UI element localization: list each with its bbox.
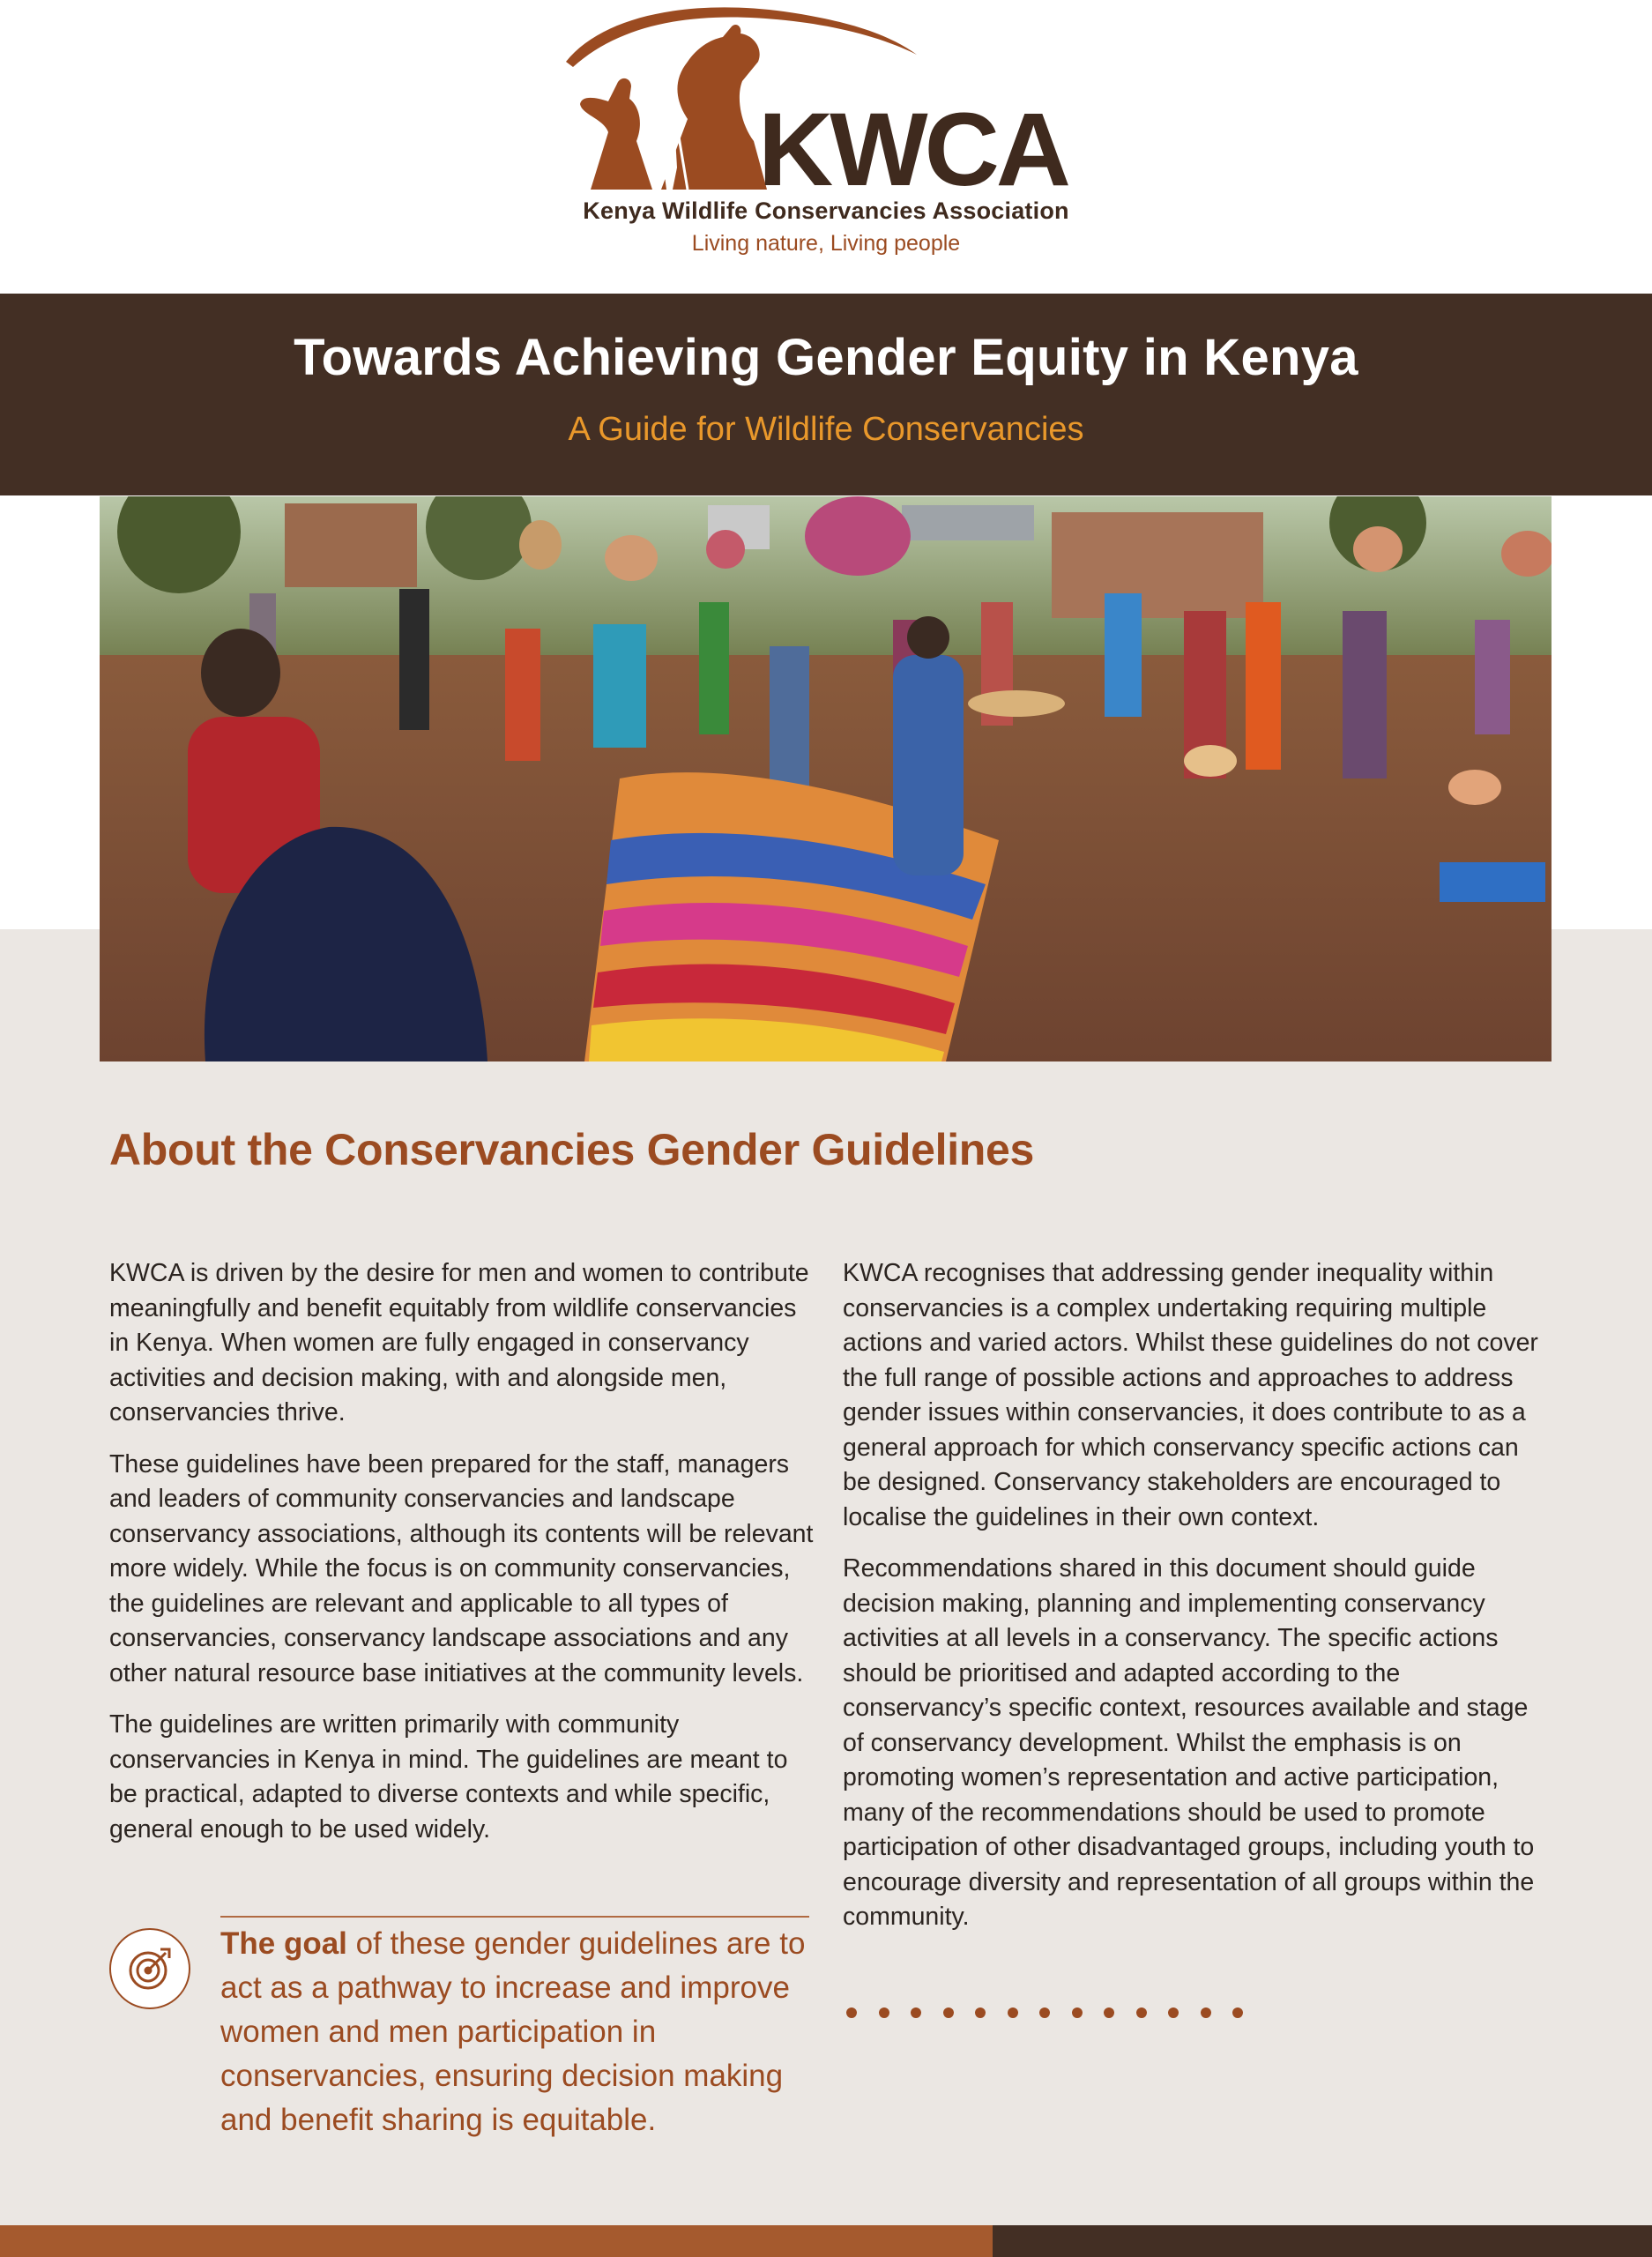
target-icon <box>109 1928 190 2009</box>
dot <box>975 2007 986 2018</box>
footer-bar-brown <box>993 2225 1652 2257</box>
paragraph: Recommendations shared in this document should guide decision making, planning and implementing conservancy activities at all levels in a conservancy. The specific actions should be prioritised and adapted according to the conservancy’s specific context, resources available and stage of conservancy development. Whilst the emphasis is on promoting women’s representation and active participation, many of the recommendations should be used to promote participation of other disadvantaged groups, including youth to encourage diversity and representation of all groups within the community. <box>843 1554 1535 1931</box>
dot <box>1232 2007 1243 2018</box>
title-band <box>0 294 1652 495</box>
dot <box>1072 2007 1083 2018</box>
paragraph: KWCA recognises that addressing gender inequality within conservancies is a complex undertaking requiring multiple actions and varied actors. Whilst these guidelines do not cover the full range of possible actions and approaches to address gender issues within conservancies, it does contribute to as a general approach for which conservancy specific actions can be designed. Conservancy stakeholders are encouraged to localise the guidelines in their own context. <box>843 1259 1538 1531</box>
kwca-wordmark: KWCA <box>758 92 1068 203</box>
org-tagline: Living nature, Living people <box>691 231 961 256</box>
org-name: Kenya Wildlife Conservancies Association <box>583 197 1069 224</box>
document-subtitle: A Guide for Wildlife Conservancies <box>568 411 1084 448</box>
goal-divider <box>220 1916 809 1918</box>
dot <box>846 2007 857 2018</box>
left-column <box>109 1256 815 1864</box>
paragraph: These guidelines have been prepared for the staff, managers and leaders of community conservancies and landscape conservancy associations, although its contents will be relevant more widely. While the focus is on community conservancies, the guidelines are relevant and applicable to all types of conservancies, conservancy landscape associations and any other natural resource base initiatives at the community levels. <box>109 1449 814 1687</box>
dot <box>911 2007 921 2018</box>
footer-bar-rust <box>0 2225 993 2257</box>
kwca-logo <box>555 0 1102 203</box>
goal-body: of these gender guidelines are to act as a pathway to increase and improve women and men participation in conservancies, ensuring decision making and benefit sharing is equitable. <box>220 1926 806 2137</box>
section-heading: About the Conservancies Gender Guidelines <box>109 1125 1035 1174</box>
paragraph: KWCA is driven by the desire for men and women to contribute meaningfully and benefit equitably from wildlife conservancies in Kenya. When women are fully engaged in conservancy activities and decision making, with and alongside men, conservancies thrive. <box>109 1259 809 1426</box>
dot <box>1008 2007 1018 2018</box>
goal-lead: The goal <box>220 1926 347 1961</box>
dot <box>1168 2007 1179 2018</box>
paragraph: The guidelines are written primarily with community conservancies in Kenya in mind. The guidelines are meant to be practical, adapted to diverse contexts and while specific, general enough to be used widely. <box>109 1710 788 1844</box>
dot <box>1201 2007 1211 2018</box>
dot <box>1104 2007 1114 2018</box>
dot <box>879 2007 889 2018</box>
right-column <box>843 1256 1548 1952</box>
document-title: Towards Achieving Gender Equity in Kenya <box>294 329 1358 386</box>
cover-photo <box>100 496 1552 1061</box>
dot <box>943 2007 954 2018</box>
decorative-dots <box>846 2007 1265 2018</box>
goal-statement <box>220 1922 820 2142</box>
dot <box>1136 2007 1147 2018</box>
dot <box>1039 2007 1050 2018</box>
